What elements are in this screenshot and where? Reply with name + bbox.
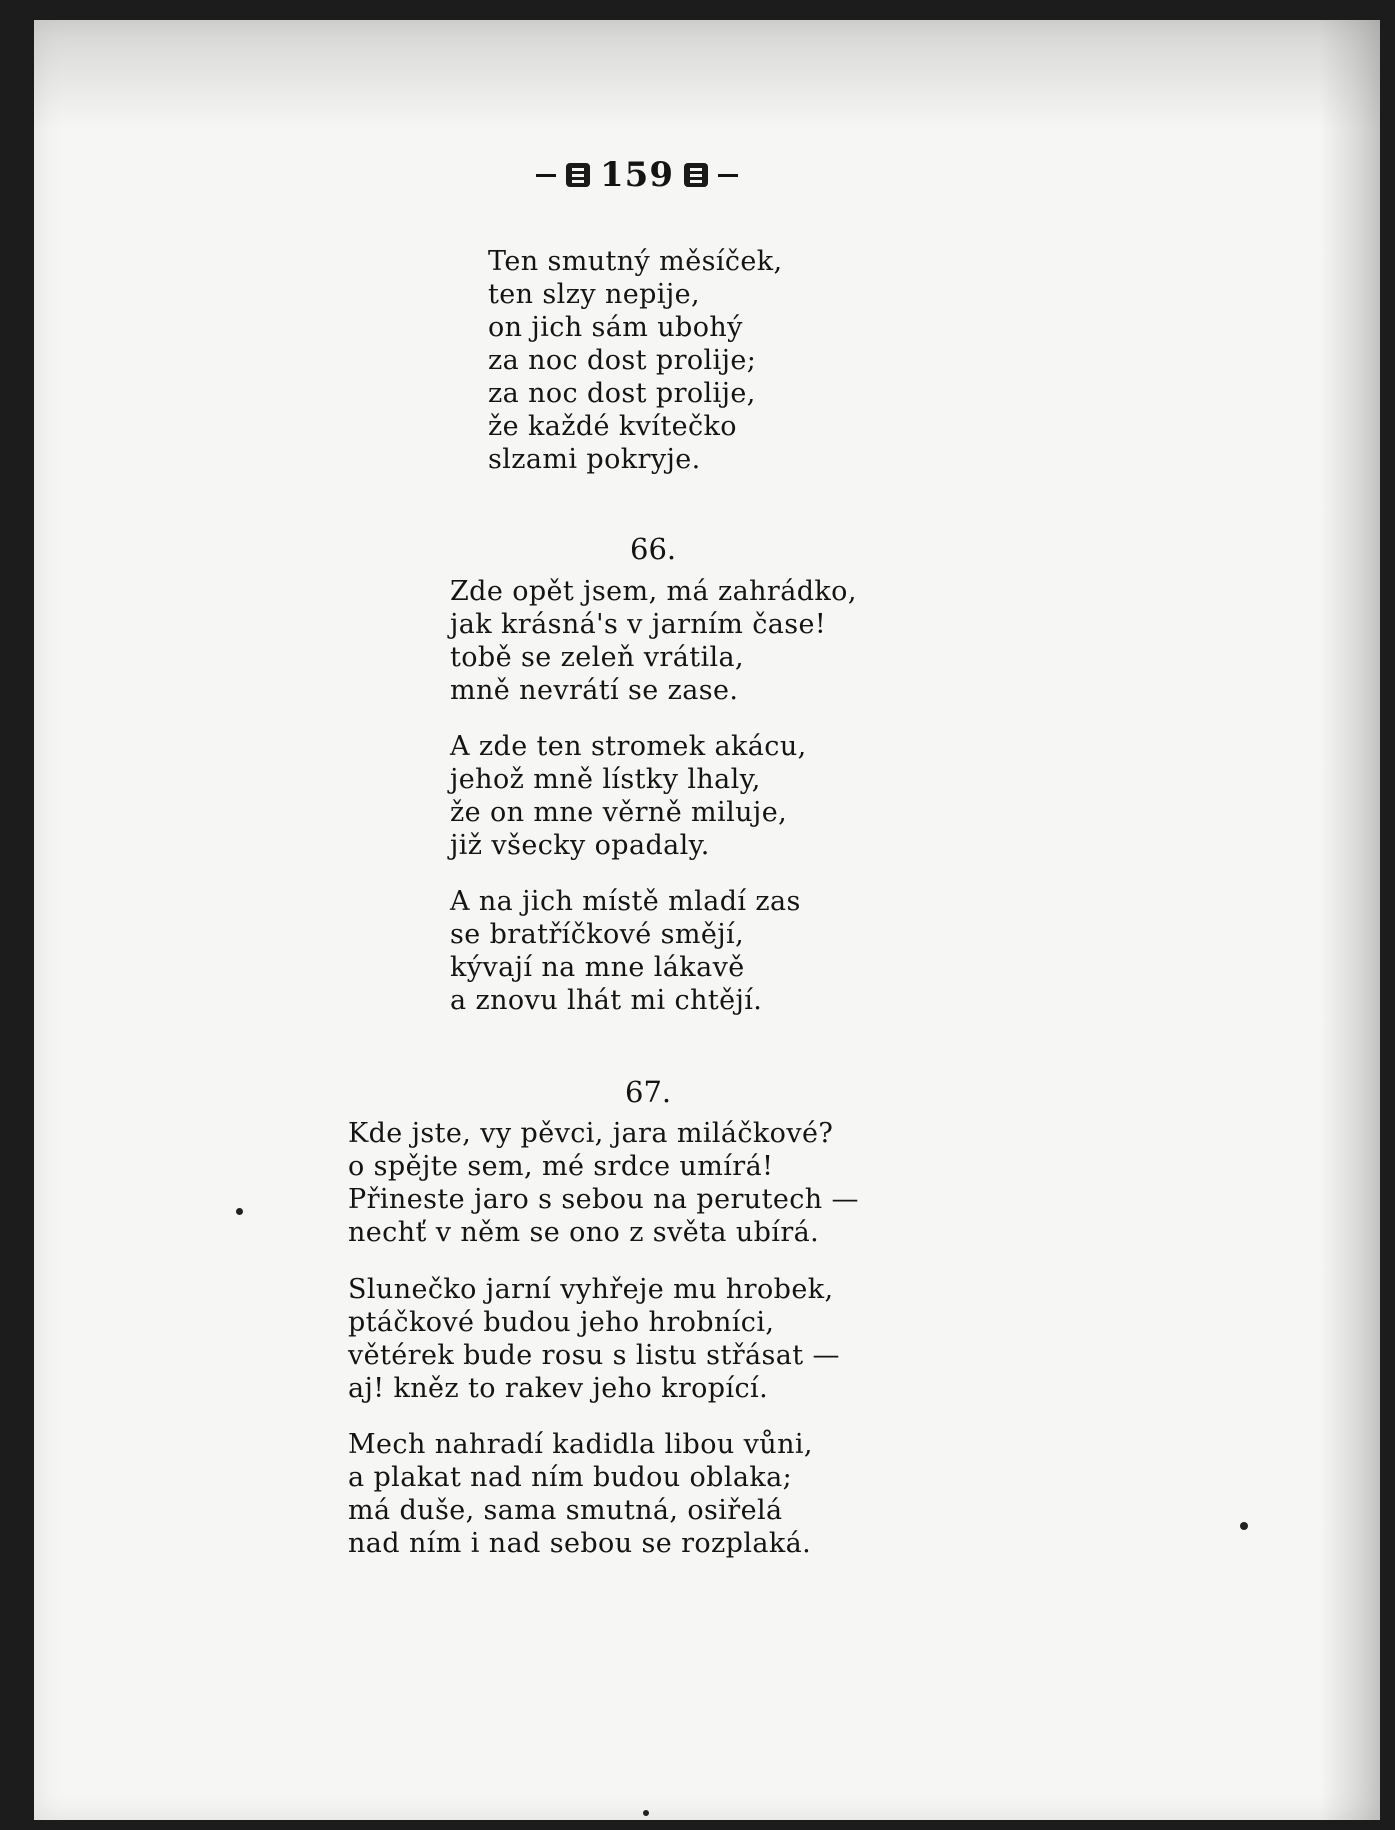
verse-line: za noc dost prolije, [488, 378, 756, 409]
verse-line: a znovu lhát mi chtějí. [450, 985, 763, 1016]
page-number: 159 [600, 155, 674, 195]
poem-67-stanza-3 [348, 1428, 813, 1560]
verse-line: Přineste jaro s sebou na perutech — [348, 1184, 859, 1215]
verse-line: že každé kvítečko [488, 411, 737, 442]
ink-speck [1240, 1522, 1248, 1530]
poem-67-stanza-1 [348, 1117, 859, 1249]
header-dash-left [536, 174, 556, 177]
verse-line: slzami pokryje. [488, 444, 701, 475]
verse-line: se bratříčkové smějí, [450, 919, 745, 950]
verse-line: že on mne věrně miluje, [450, 797, 788, 828]
poem-66-number: 66. [630, 532, 677, 566]
verse-line: mně nevrátí se zase. [450, 675, 739, 706]
poem-67-number: 67. [625, 1075, 672, 1109]
page-header [536, 150, 738, 200]
poem-66-stanza-2 [450, 730, 807, 862]
verse-line: jehož mně lístky lhaly, [450, 764, 761, 795]
verse-line: aj! kněz to rakev jeho kropící. [348, 1373, 769, 1404]
verse-line: A na jich místě mladí zas [450, 886, 801, 917]
verse-line: Mech nahradí kadidla libou vůni, [348, 1429, 813, 1460]
verse-line: větérek bude rosu s listu střásat — [348, 1340, 840, 1371]
top-shadow [34, 20, 1380, 130]
verse-line: tobě se zeleň vrátila, [450, 642, 745, 673]
poem-66-stanza-1 [450, 575, 857, 707]
verse-line: nechť v něm se ono z světa ubírá. [348, 1217, 820, 1248]
ink-speck [236, 1208, 243, 1215]
verse-line: Zde opět jsem, má zahrádko, [450, 576, 857, 607]
poem-67-stanza-2 [348, 1273, 840, 1405]
verse-line: nad ním i nad sebou se rozplaká. [348, 1528, 812, 1559]
verse-line: má duše, sama smutná, osiřelá [348, 1495, 783, 1526]
verse-line: ten slzy nepije, [488, 279, 700, 310]
ink-speck [643, 1810, 649, 1816]
verse-line: již všecky opadaly. [450, 830, 710, 861]
verse-line: Ten smutný měsíček, [488, 246, 783, 277]
verse-line: jak krásná's v jarním čase! [450, 609, 827, 640]
verse-line: o spějte sem, mé srdce umírá! [348, 1151, 774, 1182]
verse-line: ptáčkové budou jeho hrobníci, [348, 1307, 775, 1338]
ornament-right-icon [684, 163, 708, 187]
verse-line: za noc dost prolije; [488, 345, 757, 376]
poem-65-stanza [488, 245, 783, 476]
verse-line: kývají na mne lákavě [450, 952, 745, 983]
verse-line: Slunečko jarní vyhřeje mu hrobek, [348, 1274, 834, 1305]
poem-66-stanza-3 [450, 885, 801, 1017]
header-dash-right [718, 174, 738, 177]
verse-line: Kde jste, vy pěvci, jara miláčkové? [348, 1118, 834, 1149]
right-shadow [1320, 20, 1380, 1820]
ornament-left-icon [566, 163, 590, 187]
verse-line: on jich sám ubohý [488, 312, 743, 343]
verse-line: A zde ten stromek akácu, [450, 731, 807, 762]
verse-line: a plakat nad ním budou oblaka; [348, 1462, 793, 1493]
